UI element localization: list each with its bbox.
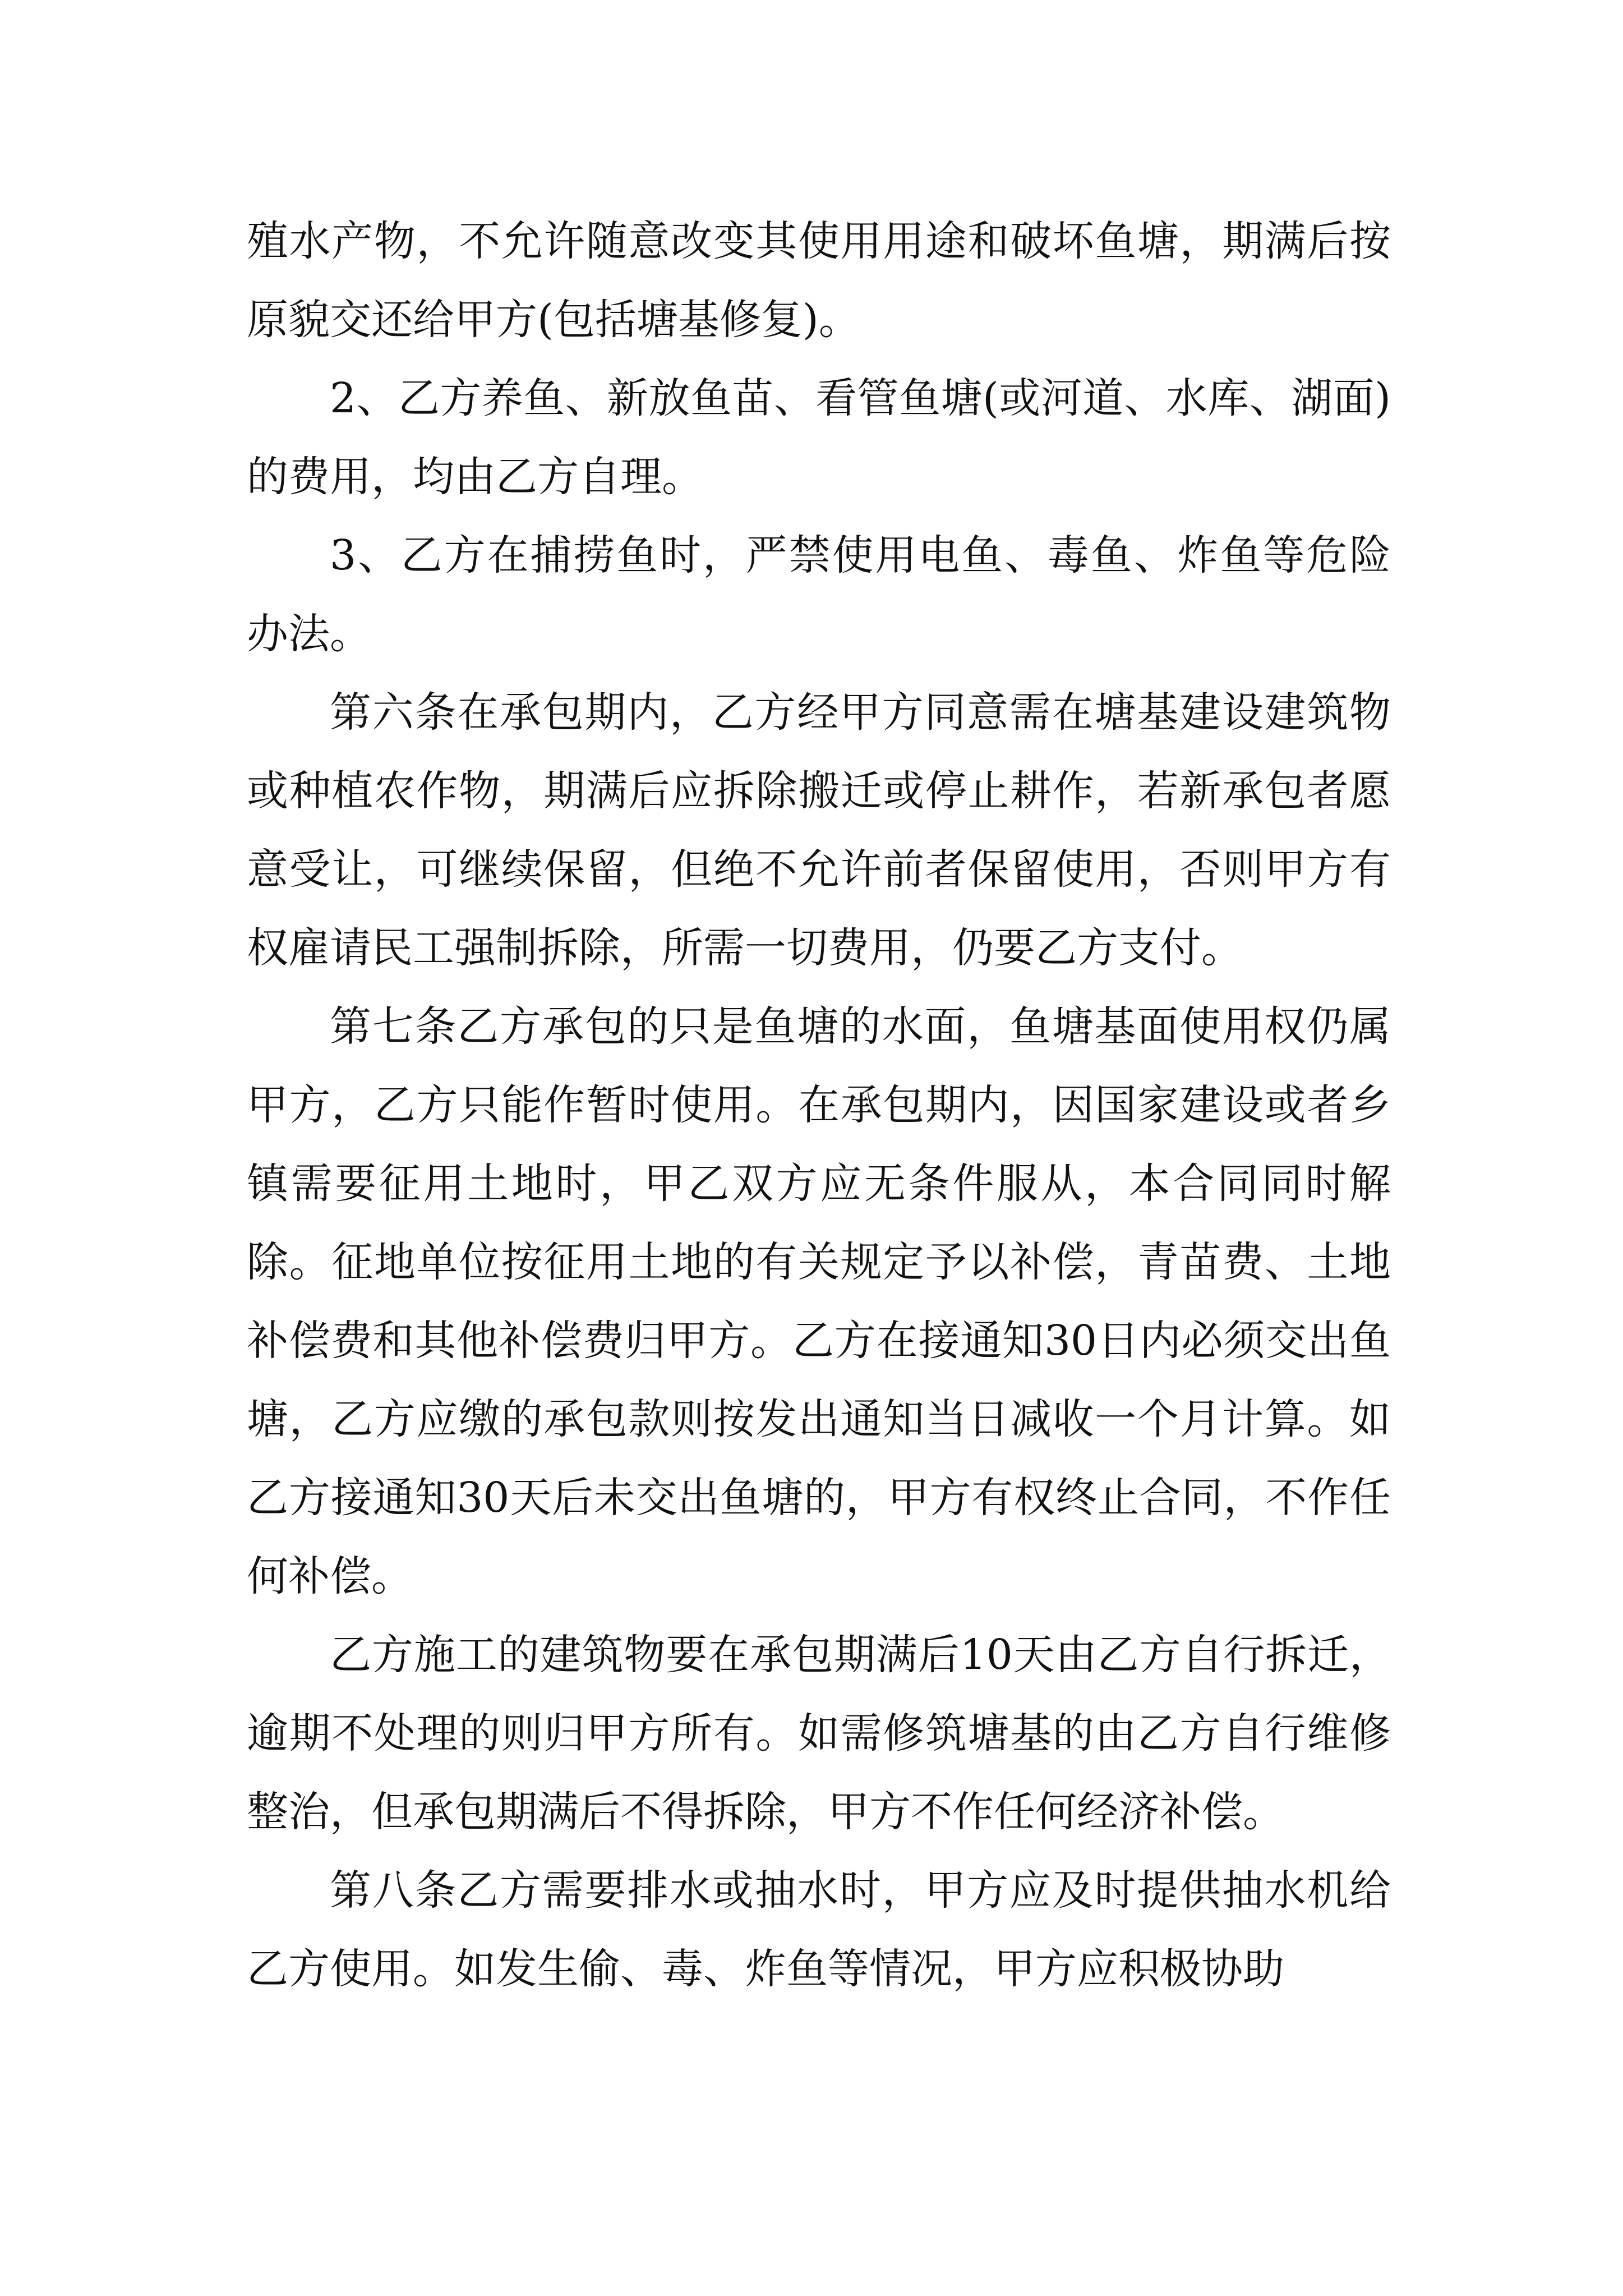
document-body <box>247 202 1391 2008</box>
paragraph-article-7: 第七条乙方承包的只是鱼塘的水面，鱼塘基面使用权仍属甲方，乙方只能作暂时使用。在承包期内，因国家建设或者乡镇需要征用土地时，甲乙双方应无条件服从，本合同同时解除。征地单位按征用土地的有关规定予以补偿，青苗费、土地补偿费和其他补偿费归甲方。乙方在接通知30日内必须交出鱼塘，乙方应缴的承包款则按发出通知当日减收一个月计算。如乙方接通知30天后未交出鱼塘的，甲方有权终止合同，不作任何补偿。 <box>247 1002 1391 1600</box>
paragraph-article-8: 第八条乙方需要排水或抽水时，甲方应及时提供抽水机给乙方使用。如发生偷、毒、炸鱼等情况，甲方应积极协助 <box>247 1866 1391 1993</box>
paragraph-article-6: 第六条在承包期内，乙方经甲方同意需在塘基建设建筑物或种植农作物，期满后应拆除搬迁或停止耕作，若新承包者愿意受让，可继续保留，但绝不允许前者保留使用，否则甲方有权雇请民工强制拆除，所需一切费用，仍要乙方支付。 <box>247 688 1391 972</box>
paragraph-item-2: 2、乙方养鱼、新放鱼苗、看管鱼塘(或河道、水库、湖面)的费用，均由乙方自理。 <box>247 374 1391 501</box>
paragraph-item-3: 3、乙方在捕捞鱼时，严禁使用电鱼、毒鱼、炸鱼等危险办法。 <box>247 531 1391 658</box>
paragraph-continuation: 殖水产物，不允许随意改变其使用用途和破坏鱼塘，期满后按原貌交还给甲方(包括塘基修复)。 <box>247 217 1391 344</box>
paragraph-construction: 乙方施工的建筑物要在承包期满后10天由乙方自行拆迁，逾期不处理的则归甲方所有。如需修筑塘基的由乙方自行维修整治，但承包期满后不得拆除，甲方不作任何经济补偿。 <box>247 1631 1391 1836</box>
